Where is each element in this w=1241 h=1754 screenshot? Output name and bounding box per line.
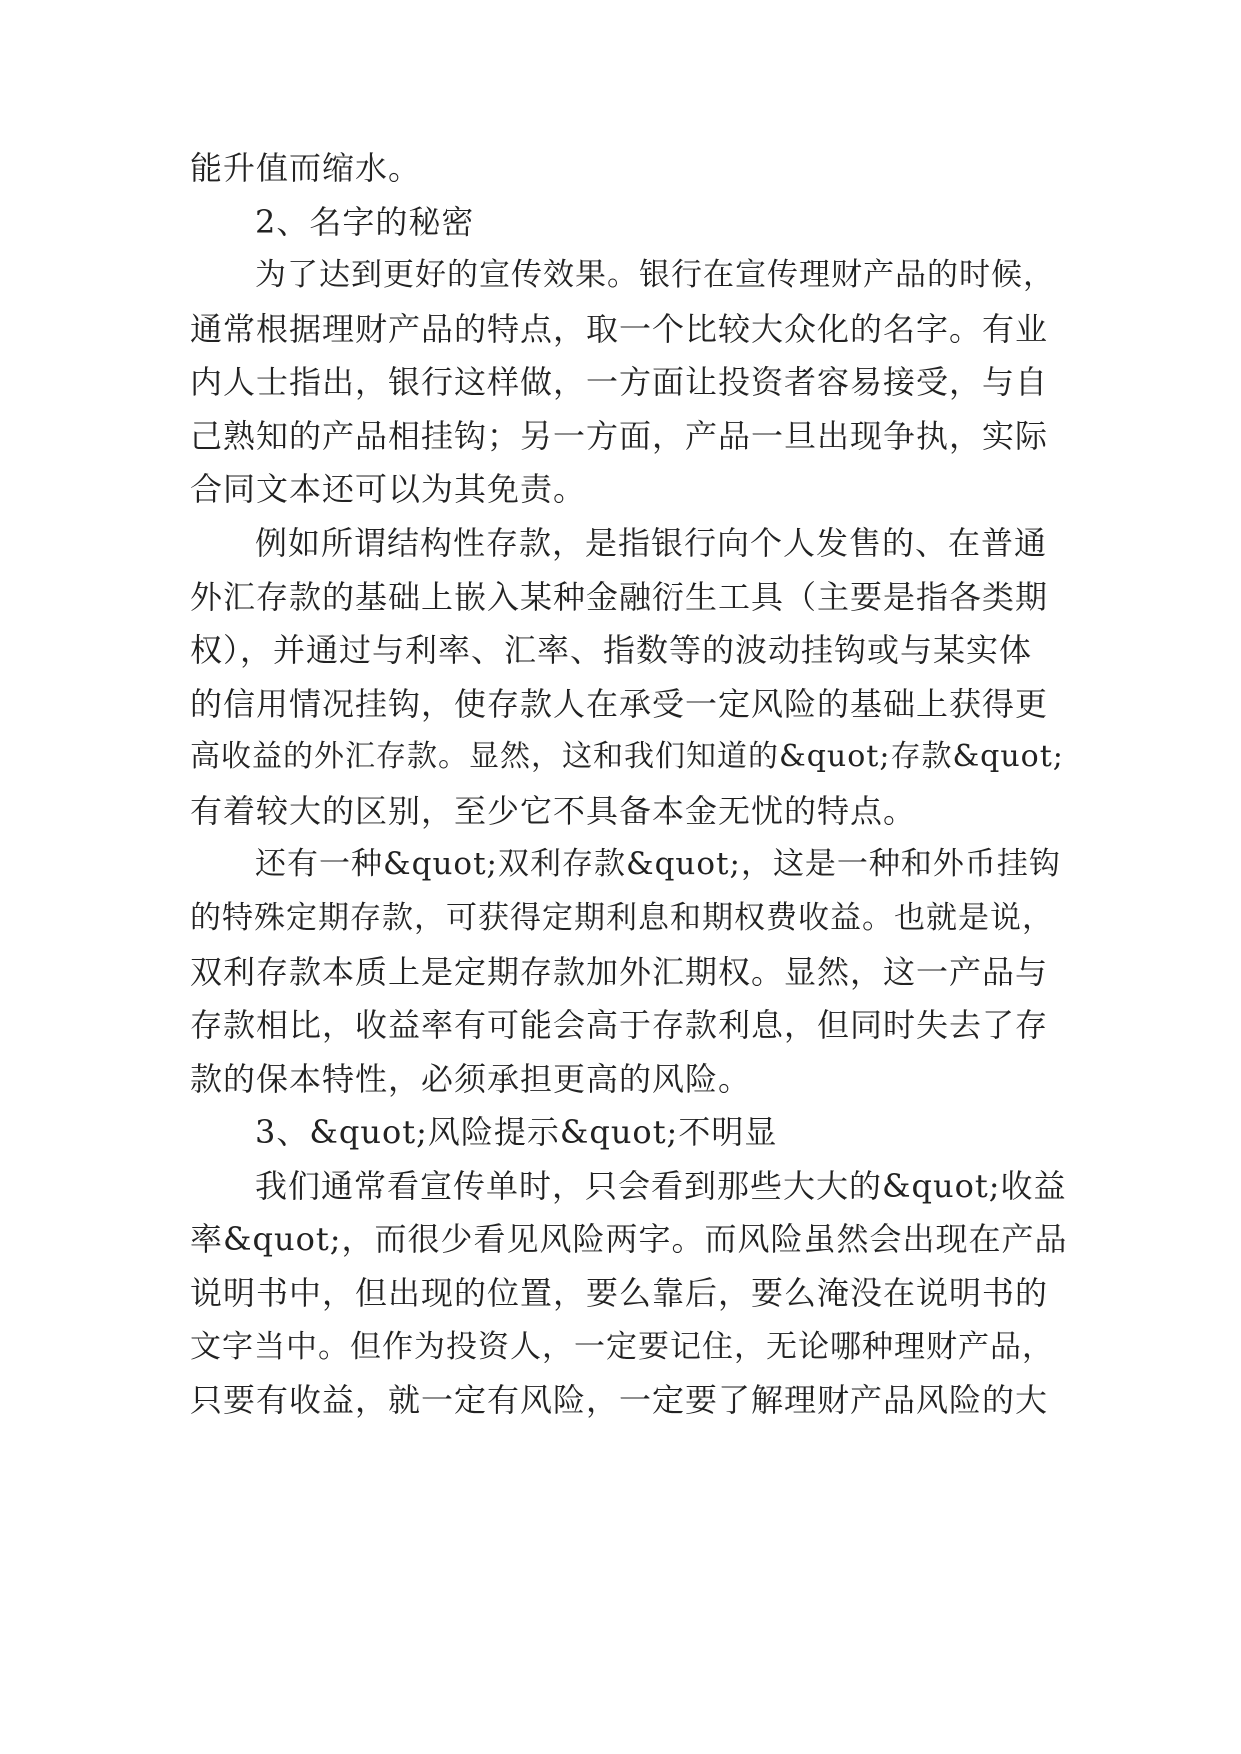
body-text-line: 存款相比，收益率有可能会高于存款利息，但同时失去了存 [190,1006,1049,1044]
section-heading-2: 2、名字的秘密 [255,203,475,241]
section-heading-3: 3、&quot;风险提示&quot;不明显 [255,1113,778,1151]
body-text-line: 通常根据理财产品的特点，取一个比较大众化的名字。有业 [190,310,1049,348]
body-text-line: 只要有收益，就一定有风险，一定要了解理财产品风险的大 [190,1381,1049,1419]
body-text-line: 款的保本特性，必须承担更高的风险。 [190,1060,752,1098]
body-text-line: 说明书中，但出现的位置，要么靠后，要么淹没在说明书的 [190,1274,1049,1312]
body-text-line: 能升值而缩水。 [190,149,422,187]
paragraph-first-line: 例如所谓结构性存款，是指银行向个人发售的、在普通 [255,524,1048,562]
body-text-line: 的信用情况挂钩，使存款人在承受一定风险的基础上获得更 [190,685,1049,723]
body-text-line: 外汇存款的基础上嵌入某种金融衍生工具（主要是指各类期 [190,578,1049,616]
body-text-line: 内人士指出，银行这样做，一方面让投资者容易接受，与自 [190,363,1049,401]
body-text-line: 率&quot;，而很少看见风险两字。而风险虽然会出现在产品 [190,1220,1068,1258]
body-text-line: 合同文本还可以为其免责。 [190,470,587,508]
paragraph-first-line: 为了达到更好的宣传效果。银行在宣传理财产品的时候， [255,257,1055,293]
body-text-line: 文字当中。但作为投资人，一定要记住，无论哪种理财产品， [190,1329,1054,1365]
body-text-line: 己熟知的产品相挂钩；另一方面，产品一旦出现争执，实际 [190,417,1049,455]
body-text-line: 高收益的外汇存款。显然，这和我们知道的&quot;存款&quot; [190,739,1064,774]
body-text-line: 的特殊定期存款，可获得定期利息和期权费收益。也就是说， [190,900,1054,936]
body-text-line: 双利存款本质上是定期存款加外汇期权。显然，这一产品与 [190,953,1049,991]
body-text-line: 权），并通过与利率、汇率、指数等的波动挂钩或与某实体 [190,631,1033,669]
paragraph-first-line: 还有一种&quot;双利存款&quot;，这是一种和外币挂钩 [255,846,1061,882]
paragraph-first-line: 我们通常看宣传单时，只会看到那些大大的&quot;收益 [255,1167,1067,1205]
body-text-line: 有着较大的区别，至少它不具备本金无忧的特点。 [190,792,917,830]
